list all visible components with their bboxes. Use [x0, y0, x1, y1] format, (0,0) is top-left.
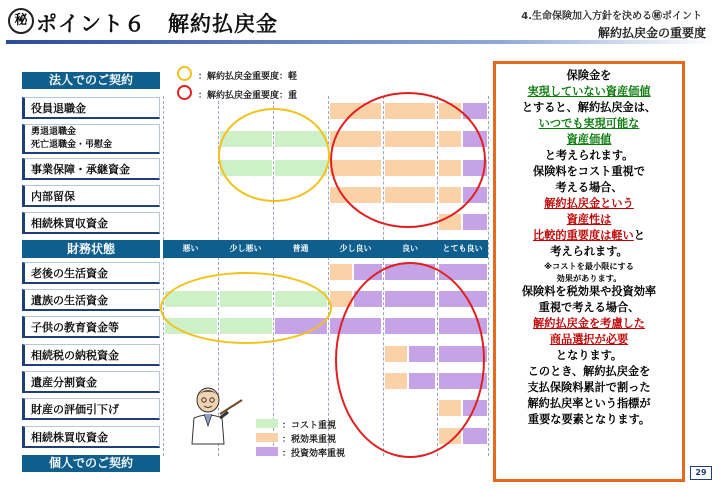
state-slightly-good: 少し良い: [339, 244, 372, 253]
row-label-share-buyback-corp: 相続株買収資金: [22, 212, 160, 234]
note-line: 商品選択が必要: [549, 333, 629, 346]
note-line: 実現していない資産価値: [527, 85, 651, 98]
note-footnote: ※コストを最小限にする: [544, 261, 634, 271]
note-line: 解約払戻金を考慮した: [533, 317, 645, 330]
invest-label: ：投資効率重視: [282, 449, 346, 459]
section-subtitle: 4.生命保険加入方針を決める㊙ポイント: [521, 11, 702, 22]
corporate-contract-header: 法人でのご契約: [22, 72, 160, 89]
row-label-voluntary-retirement: 勇退退職金: [31, 126, 77, 137]
state-very-good: とても良い: [442, 244, 483, 253]
note-line: 重要な要素となります。: [527, 413, 651, 426]
row-label-retirement-living: 老後の生活資金: [22, 262, 160, 284]
page-title: ポイント６ 解約払戻金: [36, 12, 278, 36]
cost-swatch: [256, 419, 278, 428]
row-label-business-succession: 事業保障・承継資金: [22, 158, 160, 180]
heavy-importance-ellipse-personal: [335, 262, 485, 458]
note-line: 保険金を: [566, 69, 612, 82]
tax-swatch: [256, 433, 278, 442]
heavy-importance-ellipse-corporate: [330, 92, 486, 228]
financial-state-header: 財務状態: [22, 240, 160, 258]
row-label-share-buyback-personal: 相続株買収資金: [22, 426, 160, 448]
note-suffix: と: [633, 229, 645, 242]
row-label-retained-earnings: 内部留保: [22, 185, 160, 207]
presenter-doctor-illustration: [180, 384, 246, 450]
row-label-officer-retirement: 役員退職金: [22, 97, 160, 119]
state-slightly-bad: 少し悪い: [229, 244, 262, 253]
cost-label: ：コスト重視: [282, 421, 337, 431]
legend-heavy-label: ：解約払戻金重要度：重: [198, 91, 298, 101]
note-line: 保険料を税効果や投資効率: [521, 285, 657, 298]
secret-badge-icon: 秘: [8, 8, 34, 34]
note-line: 支払保険料累計で割った: [527, 381, 651, 394]
note-line: 資産性は: [566, 213, 612, 226]
legend-light-label: ：解約払戻金重要度：軽: [198, 72, 298, 82]
row-label-retirement-condolence: [22, 124, 160, 154]
note-line: とすると、解約払戻金は、: [521, 101, 657, 114]
note-line: 資産価値: [566, 133, 612, 146]
note-line: 解約払戻金という: [544, 197, 634, 210]
header-divider: [6, 40, 714, 44]
light-importance-ellipse-personal: [160, 272, 332, 344]
page-number: 29: [690, 466, 712, 480]
row-label-estate-division: 遺産分割資金: [22, 371, 160, 393]
slide-topic: 解約払戻金の重要度: [597, 26, 706, 40]
row-label-death-retirement: 死亡退職金・弔慰金: [31, 139, 113, 150]
note-line: このとき、解約払戻金を: [527, 365, 651, 378]
note-line: 重視で考える場合、: [538, 301, 640, 314]
note-line: [496, 228, 682, 244]
note-line: いつでも実現可能な: [538, 117, 640, 130]
note-line: となります。: [555, 349, 623, 362]
row-label-inheritance-tax: 相続税の納税資金: [22, 344, 160, 366]
note-line: 保険料をコスト重視で: [533, 165, 645, 178]
row-label-bereaved-living: 遺族の生活資金: [22, 289, 160, 311]
note-line: 解約払戻率という指標が: [527, 397, 651, 410]
note-line: 考える場合、: [555, 181, 623, 194]
invest-swatch: [256, 447, 278, 456]
state-normal: 普通: [292, 244, 309, 253]
note-line: 考えられます。: [550, 245, 628, 258]
tax-label: ：税効果重視: [282, 435, 337, 445]
explanation-box: [493, 61, 685, 482]
state-good: 良い: [402, 244, 418, 253]
row-label-valuation-reduction: 財産の評価引下げ: [22, 398, 160, 420]
heavy-importance-ring-icon: [177, 85, 192, 100]
light-importance-ellipse-corporate: [218, 108, 330, 202]
row-label-education: 子供の教育資金等: [22, 316, 160, 338]
note-footnote: 効果があります。: [556, 273, 622, 283]
light-importance-ring-icon: [177, 66, 192, 81]
personal-contract-header: 個人でのご契約: [22, 455, 160, 472]
state-bad: 悪い: [182, 244, 199, 253]
note-emphasis: 比較的重要度は軽い: [533, 229, 634, 242]
note-line: と考えられます。: [544, 149, 634, 162]
